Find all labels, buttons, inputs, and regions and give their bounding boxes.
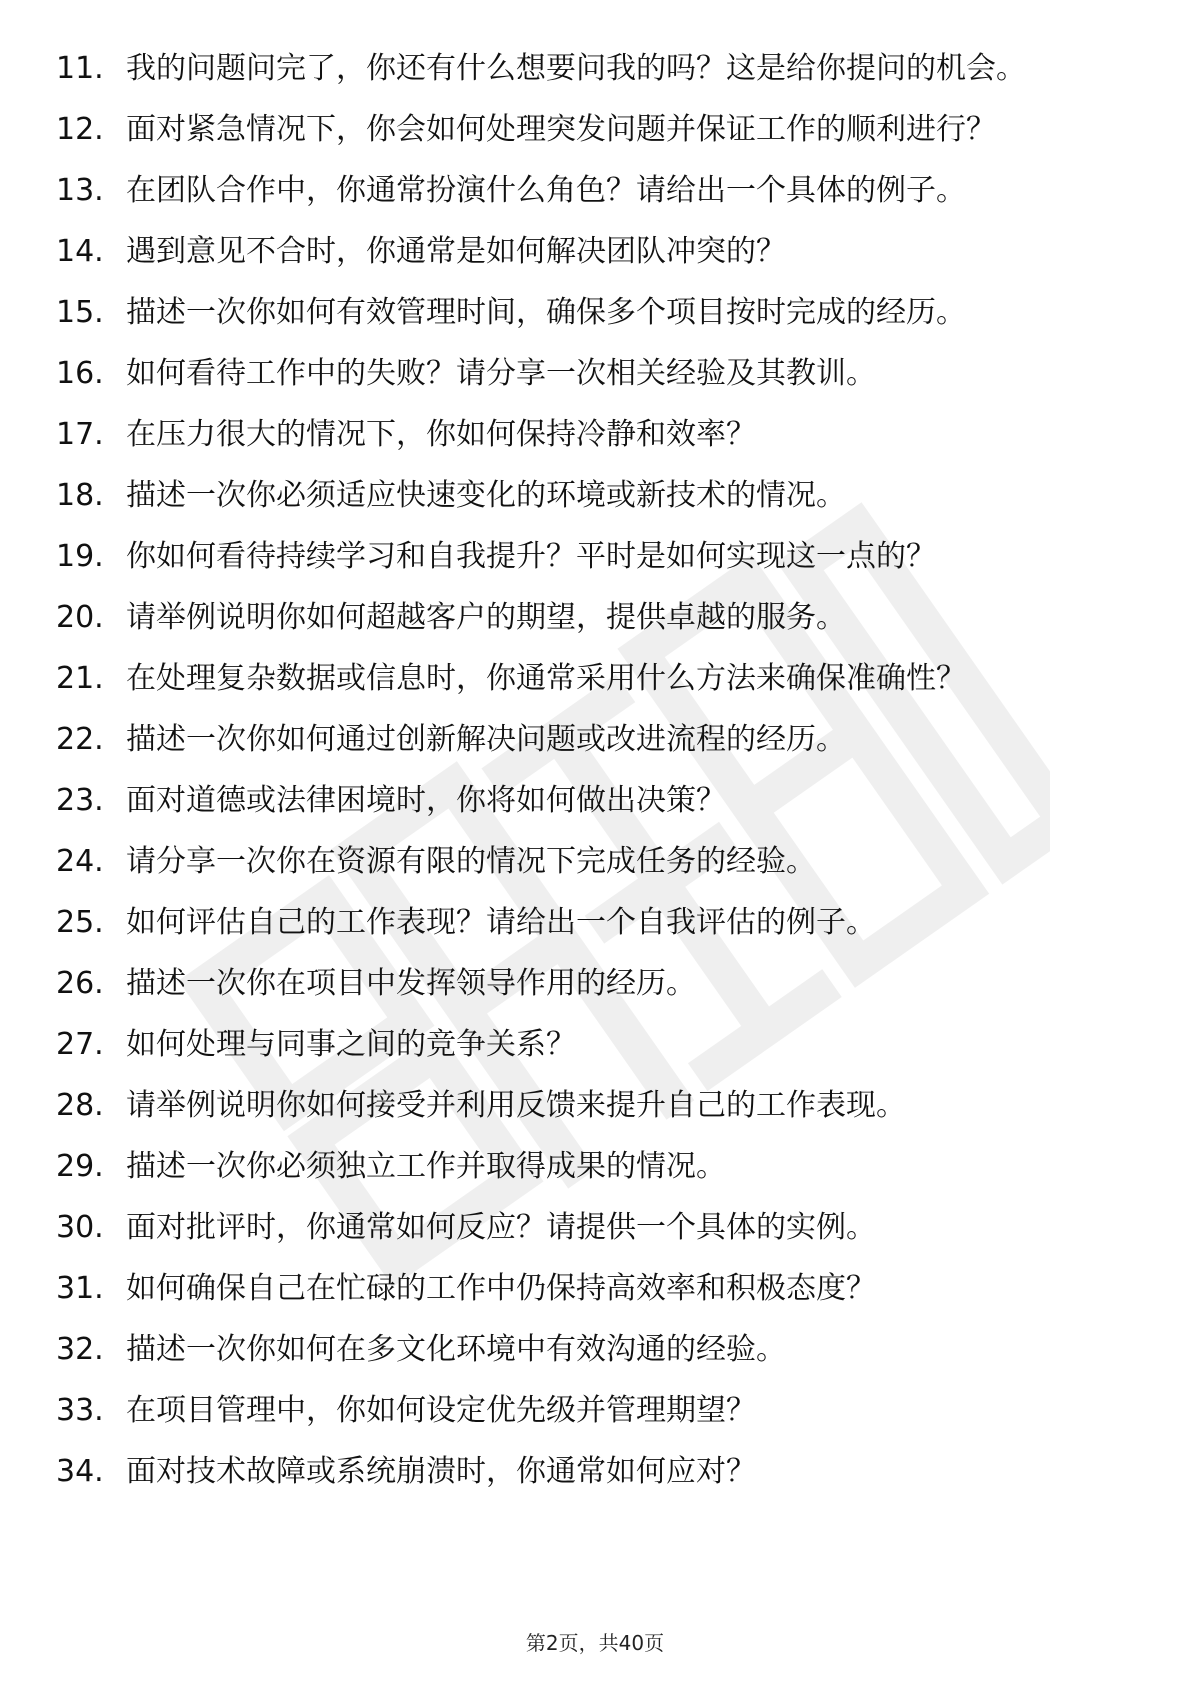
question-number: 19. [56, 539, 104, 574]
list-item [56, 843, 1136, 881]
question-number: 20. [56, 600, 104, 635]
list-item [56, 1453, 1136, 1491]
question-text: 如何确保自己在忙碌的工作中仍保持高效率和积极态度？ [126, 1271, 876, 1306]
question-number: 24. [56, 844, 104, 879]
list-item [56, 1209, 1136, 1247]
question-text: 在处理复杂数据或信息时，你通常采用什么方法来确保准确性？ [126, 661, 966, 696]
question-number: 28. [56, 1088, 104, 1123]
question-text: 遇到意见不合时，你通常是如何解决团队冲突的？ [126, 234, 786, 269]
question-number: 23. [56, 783, 104, 818]
question-text: 在项目管理中，你如何设定优先级并管理期望？ [126, 1393, 756, 1428]
question-number: 22. [56, 722, 104, 757]
question-number: 13. [56, 173, 104, 208]
list-item [56, 1270, 1136, 1308]
list-item [56, 904, 1136, 942]
list-item [56, 721, 1136, 759]
list-item [56, 538, 1136, 576]
list-item [56, 355, 1136, 393]
question-text: 请举例说明你如何超越客户的期望，提供卓越的服务。 [126, 600, 846, 635]
question-text: 如何评估自己的工作表现？请给出一个自我评估的例子。 [126, 905, 876, 940]
question-number: 21. [56, 661, 104, 696]
question-text: 描述一次你必须适应快速变化的环境或新技术的情况。 [126, 478, 846, 513]
question-list [56, 50, 1136, 1514]
list-item [56, 1331, 1136, 1369]
question-number: 29. [56, 1149, 104, 1184]
question-number: 34. [56, 1454, 104, 1489]
question-text: 如何处理与同事之间的竞争关系？ [126, 1027, 576, 1062]
question-text: 面对道德或法律困境时，你将如何做出决策？ [126, 783, 726, 818]
question-text: 在压力很大的情况下，你如何保持冷静和效率？ [126, 417, 756, 452]
question-text: 面对紧急情况下，你会如何处理突发问题并保证工作的顺利进行？ [126, 112, 996, 147]
question-number: 12. [56, 112, 104, 147]
question-number: 26. [56, 966, 104, 1001]
question-text: 描述一次你如何有效管理时间，确保多个项目按时完成的经历。 [126, 295, 966, 330]
question-number: 11. [56, 51, 104, 86]
list-item [56, 1087, 1136, 1125]
list-item [56, 477, 1136, 515]
question-number: 15. [56, 295, 104, 330]
question-text: 描述一次你在项目中发挥领导作用的经历。 [126, 966, 696, 1001]
question-text: 面对技术故障或系统崩溃时，你通常如何应对？ [126, 1454, 756, 1489]
list-item [56, 599, 1136, 637]
list-item [56, 660, 1136, 698]
question-text: 描述一次你如何在多文化环境中有效沟通的经验。 [126, 1332, 786, 1367]
question-text: 如何看待工作中的失败？请分享一次相关经验及其教训。 [126, 356, 876, 391]
question-number: 32. [56, 1332, 104, 1367]
list-item [56, 965, 1136, 1003]
question-text: 描述一次你如何通过创新解决问题或改进流程的经历。 [126, 722, 846, 757]
question-number: 30. [56, 1210, 104, 1245]
question-number: 17. [56, 417, 104, 452]
question-number: 14. [56, 234, 104, 269]
list-item [56, 233, 1136, 271]
list-item [56, 111, 1136, 149]
list-item [56, 416, 1136, 454]
question-number: 16. [56, 356, 104, 391]
list-item [56, 172, 1136, 210]
question-number: 25. [56, 905, 104, 940]
list-item [56, 50, 1136, 88]
list-item [56, 1392, 1136, 1430]
question-text: 请举例说明你如何接受并利用反馈来提升自己的工作表现。 [126, 1088, 906, 1123]
question-text: 描述一次你必须独立工作并取得成果的情况。 [126, 1149, 726, 1184]
list-item [56, 782, 1136, 820]
question-text: 请分享一次你在资源有限的情况下完成任务的经验。 [126, 844, 816, 879]
question-number: 18. [56, 478, 104, 513]
question-number: 33. [56, 1393, 104, 1428]
question-text: 面对批评时，你通常如何反应？请提供一个具体的实例。 [126, 1210, 876, 1245]
list-item [56, 1026, 1136, 1064]
page-footer [0, 1630, 1190, 1656]
question-number: 31. [56, 1271, 104, 1306]
list-item [56, 294, 1136, 332]
question-text: 你如何看待持续学习和自我提升？平时是如何实现这一点的？ [126, 539, 936, 574]
question-number: 27. [56, 1027, 104, 1062]
page-number-label: 第2页，共40页 [525, 1631, 665, 1655]
question-text: 在团队合作中，你通常扮演什么角色？请给出一个具体的例子。 [126, 173, 966, 208]
question-text: 我的问题问完了，你还有什么想要问我的吗？这是给你提问的机会。 [126, 51, 1026, 86]
list-item [56, 1148, 1136, 1186]
